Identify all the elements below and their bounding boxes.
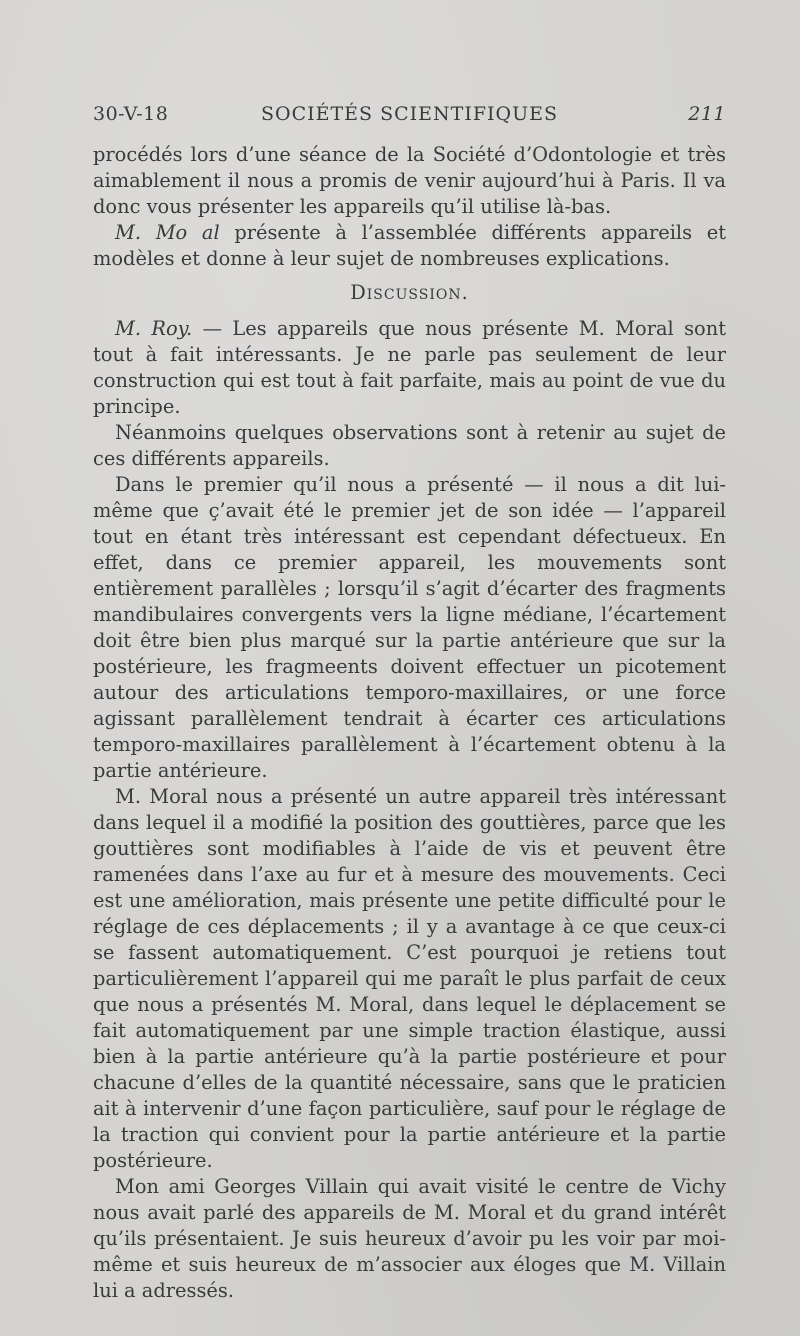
paragraph [93,316,726,420]
speaker-name: M. Mo al [115,221,220,244]
paragraph-text: — Les appareils que nous présente M. Moral sont tout à fait intéressants. Je ne parle pas seulement de leur construction qui est tout à fait parfaite, mais au point de vue du principe. [93,317,727,418]
paragraph [93,784,726,1174]
paragraph-text: M. Moral nous a présenté un autre appareil très intéressant dans lequel il a modifié la position des gouttières, parce que les gouttières sont modifiables à l’aide de vis et peuvent être ramenées dans l’axe au fur et à mesure des mouvements. Ceci est une amélioration, mais présente une petite difficulté pour le réglage de ces déplacements ; il y a avantage à ce que ceux-ci se fassent automatiquement. C’est pourquoi je retiens tout particulièrement l’appareil qui me paraît le plus parfait de ceux que nous a présentés M. Moral, dans lequel le déplacement se fait automatiquement par une simple traction élastique, aussi bien à la partie antérieure qu’à la partie postérieure et pour chacune d’elles de la quantité nécessaire, sans que le praticien ait à intervenir d’une façon particulière, sauf pour le réglage de la traction qui convient pour la partie antérieure et la partie postérieure. [93,785,726,1172]
paragraph [93,220,726,272]
paragraph-text: Mon ami Georges Villain qui avait visité le centre de Vichy nous avait parlé des appareils de M. Moral et du grand intérêt qu’ils présentaient. Je suis heureux d’avoir pu les voir par moi-même et suis heureux de m’associer aux éloges que M. Villain lui a adressés. [93,1175,726,1302]
header-date: 30-V-18 [93,103,169,125]
paragraph [93,472,726,784]
paragraph [93,1174,726,1304]
header-title: SOCIÉTÉS SCIENTIFIQUES [261,103,558,125]
paragraph-text: Dans le premier qu’il nous a présenté — il nous a dit lui-même que ç’avait été le premier jet de son idée — l’appareil tout en étant très intéressant est cependant défectueux. En effet, dans ce premier appareil, les mouvements sont entièrement parallèles ; lorsqu’il s’agit d’écarter des fragments mandibulaires convergents vers la ligne médiane, l’écartement doit être bien plus marqué sur la partie antérieure que sur la postérieure, les fragmeents doivent effectuer un picotement autour des articulations temporo-maxillaires, or une force agissant parallèlement tendrait à écarter ces articulations temporo-maxillaires parallèlement à l’écartement obtenu à la partie antérieure. [93,473,726,782]
paragraph-text: présente à l’assemblée différents appareils et modèles et donne à leur sujet de nombreuses explications. [93,221,726,270]
speaker-name: M. Roy. [115,317,193,340]
paragraph [93,420,726,472]
paragraph-text: Néanmoins quelques observations sont à retenir au sujet de ces différents appareils. [93,421,726,470]
paragraph [93,142,726,220]
section-heading: Discussion. [350,281,469,304]
paragraph-text: procédés lors d’une séance de la Société d’Odontologie et très aimablement il nous a promis de venir aujourd’hui à Paris. Il va donc vous présenter les appareils qu’il utilise là-bas. [93,143,726,218]
page-body [93,142,726,1304]
page-number: 211 [688,103,726,125]
